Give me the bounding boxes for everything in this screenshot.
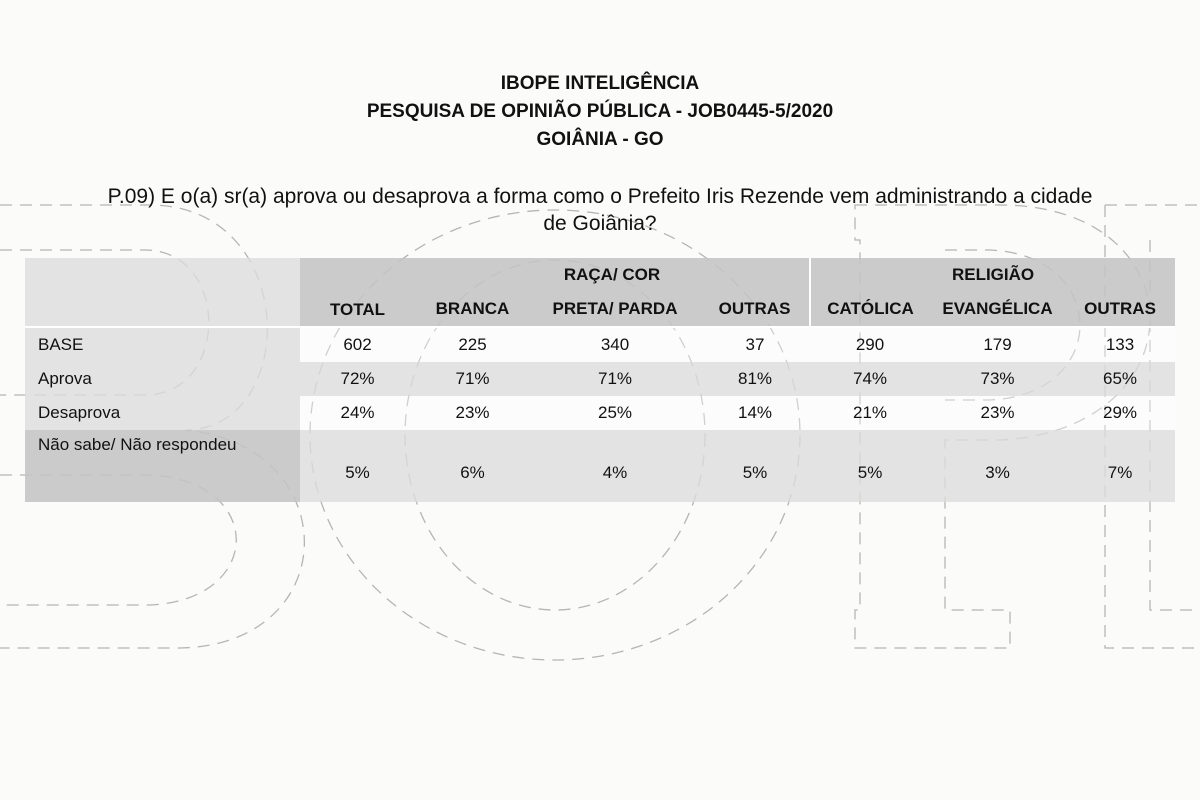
table-cell: 81%	[700, 362, 810, 396]
institute-title: IBOPE INTELIGÊNCIA	[500, 73, 700, 94]
table-cell: 602	[300, 327, 415, 362]
column-header-branca: BRANCA	[415, 292, 530, 327]
column-header-preta-parda: PRETA/ PARDA	[530, 292, 700, 327]
table-cell: 37	[700, 327, 810, 362]
table-cell: 340	[530, 327, 700, 362]
table-cell: 3%	[930, 430, 1065, 502]
table-cell: 6%	[415, 430, 530, 502]
table-cell: 4%	[530, 430, 700, 502]
table-cell: 72%	[300, 362, 415, 396]
question-line-1: P.09) E o(a) sr(a) aprova ou desaprova a forma como o Prefeito Iris Rezende vem administrando a cidade	[107, 185, 1093, 208]
column-header-outras-raca: OUTRAS	[700, 292, 810, 327]
survey-question	[40, 183, 1160, 237]
table-cell: 21%	[810, 396, 930, 430]
report-header	[0, 70, 1200, 154]
column-header-outras-religiao: OUTRAS	[1065, 292, 1175, 327]
column-header-total: TOTAL	[300, 258, 415, 327]
table-cell: 290	[810, 327, 930, 362]
table-cell: 23%	[930, 396, 1065, 430]
table-cell: 5%	[300, 430, 415, 502]
table-header-groups	[25, 258, 1175, 292]
table-cell: 25%	[530, 396, 700, 430]
table-cell: 23%	[415, 396, 530, 430]
column-header-evangelica: EVANGÉLICA	[930, 292, 1065, 327]
table-cell: 7%	[1065, 430, 1175, 502]
table-row-desaprova	[25, 396, 1175, 430]
table-cell: 179	[930, 327, 1065, 362]
table-cell: 71%	[530, 362, 700, 396]
row-label: Aprova	[25, 362, 300, 396]
table-cell: 225	[415, 327, 530, 362]
results-table	[25, 258, 1175, 502]
row-label: Desaprova	[25, 396, 300, 430]
table-cell: 74%	[810, 362, 930, 396]
table-row-nao-sabe	[25, 430, 1175, 502]
table-cell: 24%	[300, 396, 415, 430]
table-cell: 73%	[930, 362, 1065, 396]
row-label-header	[25, 258, 300, 327]
table-cell: 14%	[700, 396, 810, 430]
table-cell: 65%	[1065, 362, 1175, 396]
row-label: Não sabe/ Não respondeu	[25, 430, 300, 502]
question-line-2: de Goiânia?	[543, 212, 657, 235]
column-header-catolica: CATÓLICA	[810, 292, 930, 327]
table-cell: 133	[1065, 327, 1175, 362]
table-cell: 5%	[810, 430, 930, 502]
table-cell: 71%	[415, 362, 530, 396]
table-cell: 29%	[1065, 396, 1175, 430]
table-row-base	[25, 327, 1175, 362]
table-cell: 5%	[700, 430, 810, 502]
table-row-aprova	[25, 362, 1175, 396]
survey-title: PESQUISA DE OPINIÃO PÚBLICA - JOB0445-5/2020	[366, 101, 834, 122]
group-header-raca-cor: RAÇA/ COR	[415, 258, 810, 292]
location-title: GOIÂNIA - GO	[536, 129, 664, 150]
group-header-religiao: RELIGIÃO	[810, 258, 1175, 292]
row-label: BASE	[25, 327, 300, 362]
